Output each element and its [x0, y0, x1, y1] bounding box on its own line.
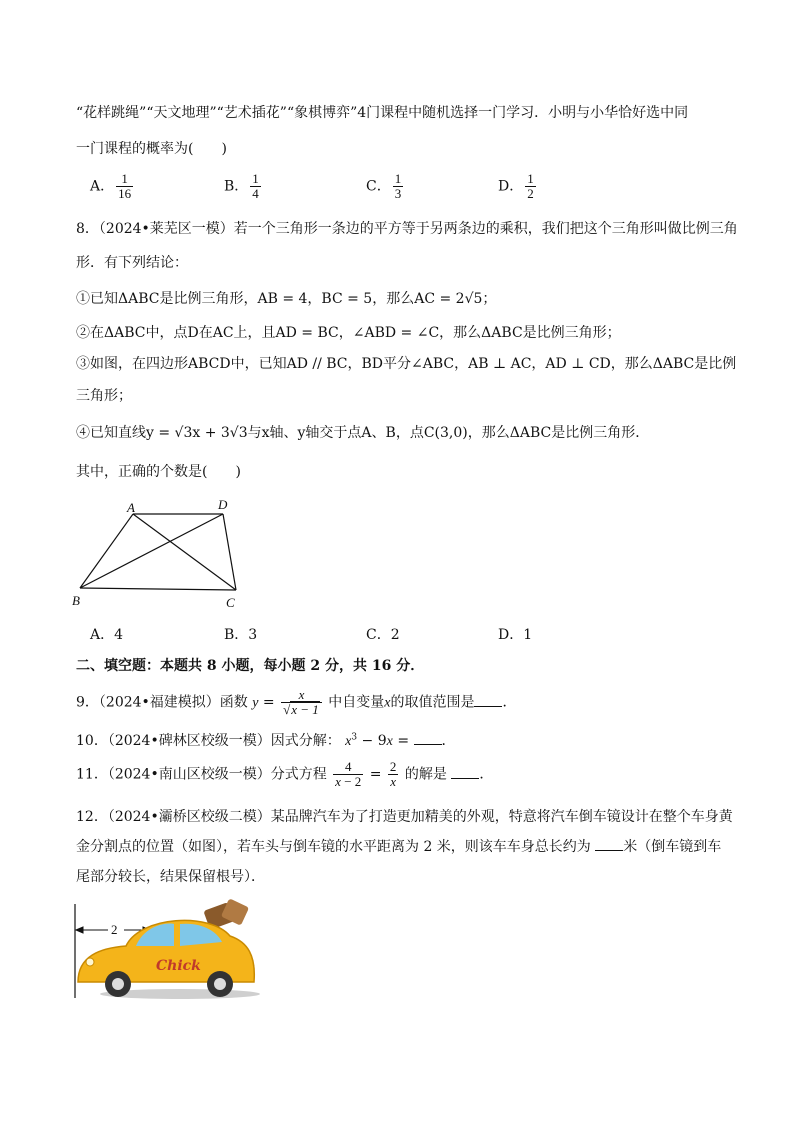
dimension-label: 2 — [111, 922, 118, 937]
q7-option-b: B． $\frac{1}{4}$ — [224, 171, 259, 201]
q8-stem-line1: 8．（2024•莱芜区一模）若一个三角形一条边的平方等于另两条边的乘积，我们把这个三角形叫做比例三角 — [76, 221, 738, 237]
q8-conclusion-3a: ③如图，在四边形ABCD中，已知AD // BC，BD平分∠ABC，AB ⊥ AC，AD ⊥ CD，那么ΔABC是比例 — [76, 356, 737, 372]
q9: 9．（2024•福建模拟）函数 y = $\frac{x}{√x - 1}$ 中自变量x的取值范围是 ． — [76, 687, 517, 717]
arrow-head-left — [76, 927, 83, 933]
q8-option-d: D．1 — [498, 627, 533, 643]
q11-answer-blank[interactable] — [451, 766, 479, 779]
side-bc — [80, 588, 236, 590]
diagonal-bd — [80, 514, 223, 588]
car-figure — [70, 896, 270, 1004]
side-dc — [223, 514, 236, 590]
car-headlight — [86, 958, 94, 966]
q7-stem-line1: “花样跳绳”“天文地理”“艺术插花”“象棋博弈”4门课程中随机选择一门学习．小明与小华恰好选中同 — [76, 105, 689, 121]
q8-option-a: A．4 — [90, 627, 124, 643]
q9-answer-blank[interactable] — [474, 694, 502, 707]
q8-conclusion-1: ①已知ΔABC是比例三角形，AB = 4，BC = 5，那么AC = 2√5； — [76, 291, 497, 307]
q7-option-a: A． $\frac{1}{16}$ — [90, 171, 132, 201]
q7-stem-line2: 一门课程的概率为( ) — [76, 141, 227, 157]
q8-conclusion-4: ④已知直线y = √3x + 3√3与x轴、y轴交于点A、B，点C(3,0)，那么ΔABC是比例三角形． — [76, 425, 650, 441]
label-c: C — [226, 595, 235, 610]
q8-stem-line2: 形．有下列结论： — [76, 255, 188, 271]
q11: 11．（2024•南山区校级一模）分式方程 $\frac{4}{x - 2}$ = $\frac{2}{x}$ 的解是 ． — [76, 759, 494, 789]
section-2-heading: 二、填空题：本题共 8 小题，每小题 2 分，共 16 分． — [76, 658, 425, 674]
label-b: B — [72, 593, 80, 608]
q10-answer-blank[interactable] — [414, 732, 442, 745]
q12-line3: 尾部分较长，结果保留根号）． — [76, 869, 265, 885]
q8-conclusion-2: ②在ΔABC中，点D在AC上，且AD = BC，∠ABD = ∠C，那么ΔABC是比例三角形； — [76, 325, 621, 341]
q8-conclusion-3b: 三角形； — [76, 388, 132, 404]
q8-question: 其中，正确的个数是( ) — [76, 464, 241, 480]
side-ab — [80, 514, 133, 588]
q8-quadrilateral-figure — [66, 492, 256, 614]
car-logo-text: Chick — [156, 958, 201, 974]
q12-line1: 12．（2024•灞桥区校级二模）某品牌汽车为了打造更加精美的外观，特意将汽车倒车镜设计在整个车身黄 — [76, 809, 733, 825]
q12-line2: 金分割点的位置（如图），若车头与倒车镜的水平距离为 2 米，则该车车身总长约为 米（倒车镜到车 — [76, 839, 722, 855]
q8-option-b: B．3 — [224, 627, 258, 643]
q8-option-c: C．2 — [366, 627, 400, 643]
q7-option-c: C． $\frac{1}{3}$ — [366, 171, 402, 201]
label-a: A — [127, 500, 135, 515]
q10: 10．（2024•碑林区校级一模）因式分解： $x^3 - 9x$ = ． — [76, 732, 456, 749]
q7-option-d: D． $\frac{1}{2}$ — [498, 171, 534, 201]
label-d: D — [218, 497, 228, 512]
q12-answer-blank[interactable] — [595, 838, 623, 851]
